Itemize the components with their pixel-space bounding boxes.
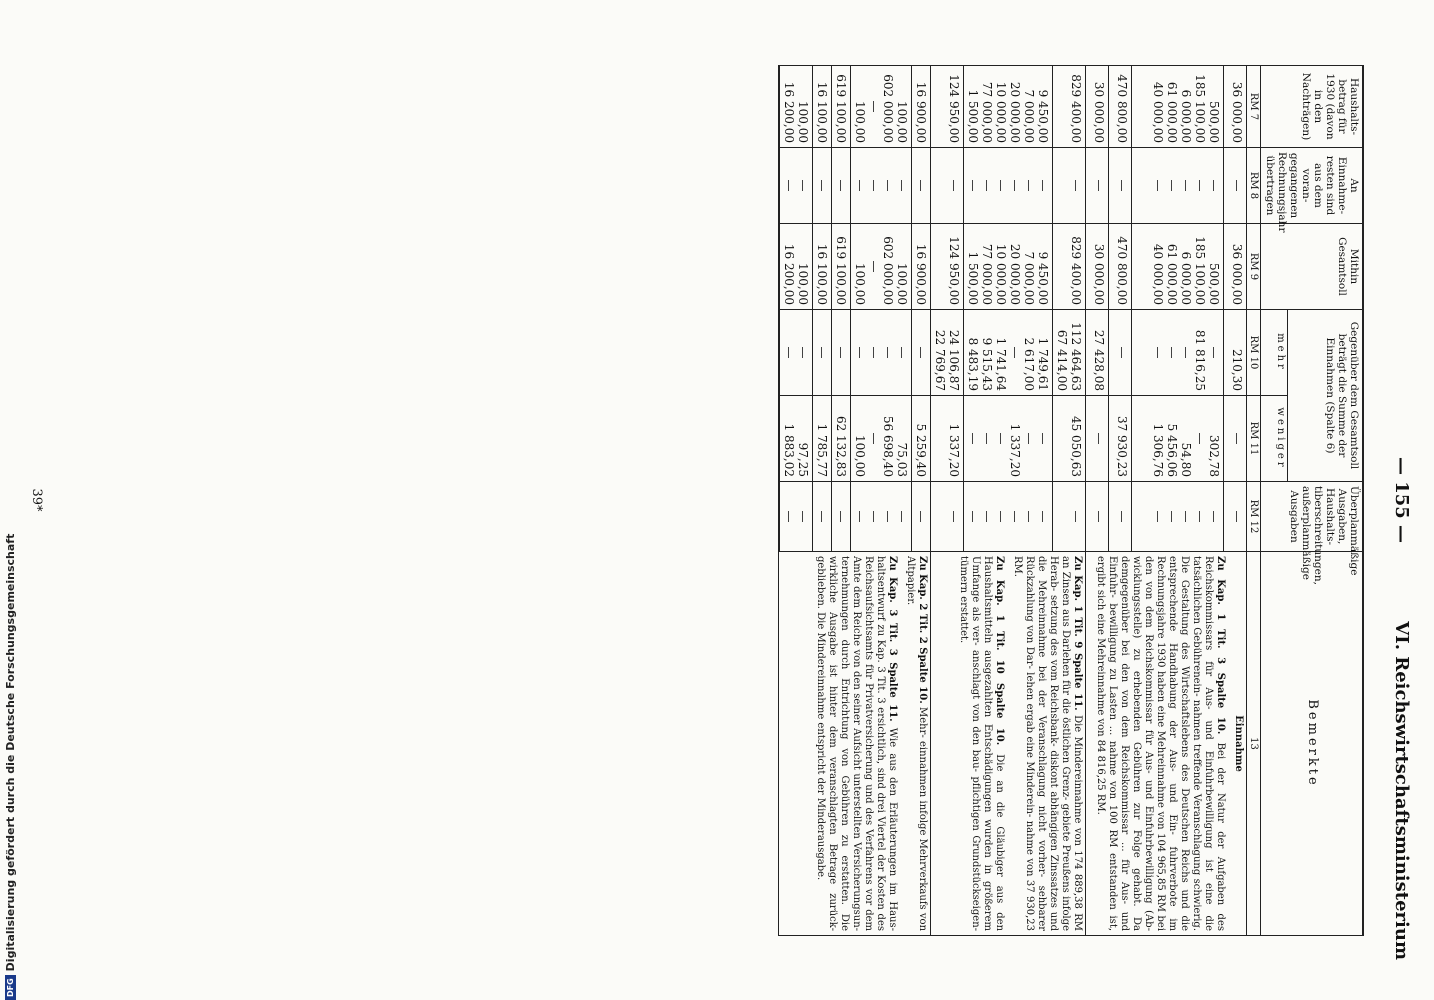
cell-value: 100,00 [853, 435, 867, 478]
cell-value: — [881, 346, 895, 359]
table-row [1053, 66, 1086, 936]
remark-label: Zu Kap. 3 Tit. 3 Spalte 11. [887, 556, 898, 722]
cell-value: — [1150, 179, 1165, 192]
cell-value: 56 698,40 [881, 415, 895, 478]
cell-9 [931, 224, 964, 310]
cell-value: — [1115, 179, 1130, 192]
cell-value: 2 617,00 [1022, 337, 1036, 391]
cell-value: 6 000,00 [1178, 251, 1193, 305]
table-row [912, 66, 931, 936]
cell-12 [851, 482, 912, 552]
remarks-cell [779, 552, 931, 936]
remark-paragraph [1011, 556, 1083, 931]
cell-value: — [1036, 432, 1050, 445]
cell-value: 210,30 [1230, 349, 1244, 391]
cell-value: — [980, 432, 994, 445]
cell-value: 20 000,00 [1008, 243, 1022, 305]
cell-value: — [881, 179, 895, 192]
dfg-logo: DFG [5, 975, 16, 1000]
cell-9 [912, 224, 931, 310]
cell-8 [1086, 148, 1109, 224]
cell-value: 7 000,00 [1022, 251, 1036, 305]
cell-value: — [1069, 510, 1083, 523]
col-header-8: An Einnahme-resten sind aus dem voran-gegangenen Rechnungsjahr übertragen [1261, 148, 1363, 224]
cell-value: — [1115, 346, 1130, 359]
col-header-9: Mithin Gesamtsoll [1261, 224, 1363, 310]
remark-paragraph [1094, 556, 1226, 931]
cell-value: — [815, 510, 829, 523]
cell-value: — [867, 432, 881, 445]
group-header: Gegenüber dem Gesamtsoll beträgt die Summe der Einnahmen (Spalte 6) [1287, 310, 1363, 482]
remark-label: Zu Kap. 2 Tit. 2 Spalte 10. [917, 556, 928, 704]
page-number: — 155 — [1391, 456, 1412, 544]
cell-10 [1132, 310, 1223, 396]
cell-9 [964, 224, 1053, 310]
cell-value: — [1164, 179, 1179, 192]
cell-10 [832, 310, 851, 396]
cell-8 [832, 148, 851, 224]
col-header-10: mehr [1261, 310, 1287, 396]
cell-value: — [1069, 179, 1083, 192]
cell-value: 185 100,00 [1192, 236, 1207, 305]
cell-value: — [1092, 432, 1107, 445]
cell-7 [1109, 66, 1132, 148]
cell-value: — [815, 179, 829, 192]
cell-value: — [980, 179, 994, 192]
cell-8 [813, 148, 832, 224]
cell-7 [779, 66, 813, 148]
cell-value: — [867, 179, 881, 192]
cell-value: — [867, 100, 881, 113]
cell-value: — [994, 432, 1008, 445]
cell-value: — [815, 346, 829, 359]
unit-8: RM 8 [1247, 148, 1262, 224]
cell-value: 602 000,00 [881, 74, 895, 143]
cell-value: 5 456,06 [1164, 423, 1179, 478]
cell-value: — [867, 260, 881, 273]
cell-11 [912, 396, 931, 482]
cell-7 [813, 66, 832, 148]
cell-value: — [782, 346, 796, 359]
cell-value: 124 950,00 [947, 236, 961, 305]
cell-value: 61 000,00 [1164, 243, 1179, 305]
cell-value: 500,00 [1206, 101, 1221, 143]
cell-value: — [895, 179, 909, 192]
remark-paragraph [957, 556, 1005, 931]
cell-value: — [966, 510, 980, 523]
cell-value: — [1230, 179, 1244, 192]
cell-value: 16 900,00 [914, 81, 928, 143]
cell-value: — [782, 179, 796, 192]
cell-8 [931, 148, 964, 224]
cell-value: — [1022, 432, 1036, 445]
cell-12 [1053, 482, 1086, 552]
cell-value: 10 000,00 [994, 81, 1008, 143]
cell-value: 77 000,00 [980, 243, 994, 305]
cell-11 [851, 396, 912, 482]
cell-11 [931, 396, 964, 482]
cell-value: 619 100,00 [834, 236, 848, 305]
cell-value: 10 000,00 [994, 243, 1008, 305]
cell-value: — [834, 179, 848, 192]
cell-value: 185 100,00 [1192, 74, 1207, 143]
cell-value: — [1022, 179, 1036, 192]
cell-value: 602 000,00 [881, 236, 895, 305]
cell-value: — [1036, 179, 1050, 192]
cell-value: 97,25 [796, 442, 810, 478]
cell-12 [779, 482, 813, 552]
cell-value: — [980, 510, 994, 523]
cell-11 [1223, 396, 1246, 482]
cell-value: 54,80 [1178, 442, 1193, 478]
cell-value: — [947, 510, 961, 523]
cell-value: — [895, 346, 909, 359]
cell-value: 5 259,40 [914, 423, 928, 478]
cell-value: — [1192, 432, 1207, 445]
cell-value: 619 100,00 [834, 74, 848, 143]
col-header-7: Haushalts-betrag für 1930 (davon in den Nachträgen) [1261, 66, 1363, 148]
ministry-title: VI. Reichswirtschaftsministerium [1391, 621, 1412, 960]
cell-value: 36 000,00 [1230, 81, 1244, 143]
cell-value: — [1008, 510, 1022, 523]
cell-value: — [1036, 510, 1050, 523]
cell-value: — [1164, 346, 1179, 359]
cell-12 [1132, 482, 1223, 552]
cell-8 [1132, 148, 1223, 224]
cell-value: 124 950,00 [947, 74, 961, 143]
cell-12 [931, 482, 964, 552]
cell-11 [964, 396, 1053, 482]
cell-11 [1053, 396, 1086, 482]
cell-value: 81 816,25 [1192, 329, 1207, 391]
cell-value: 37 930,23 [1115, 415, 1130, 478]
cell-9 [813, 224, 832, 310]
cell-value: 27 428,08 [1092, 329, 1107, 391]
remark-text: Mehr- einnahmen infolge Mehrverkaufs von Altpapier. [905, 556, 928, 932]
cell-7 [1053, 66, 1086, 148]
cell-10 [931, 310, 964, 396]
cell-value: 1 883,02 [782, 423, 796, 478]
remark-text: Wie aus den Erläuterungen im Haus- haltsentwurf zu Kap. 3 Tit. 3 ersichtlich, sind drei Viertel der Kosten des Reichsaufsichtsamts für Privatversicherung und des Verfahrens vor dem Amte dem Reiche von den seiner Aufsicht unterstellten Versicherungsun- ternehmungen durch Entrichtung von Gebühren zu erstatten. Die wirkliche Ausgabe ist hinter dem veranschlagten Betrage zurück- geblieben. Die Mindereinnahme entspricht der Minderausgabe. [815, 556, 898, 932]
cell-value: 1 500,00 [966, 251, 980, 305]
cell-value: 77 000,00 [980, 81, 994, 143]
cell-value: — [782, 510, 796, 523]
cell-12 [1109, 482, 1132, 552]
cell-8 [779, 148, 813, 224]
col-header-13: Bemerkte [1261, 552, 1363, 936]
cell-value: — [1230, 510, 1244, 523]
remark-paragraph [904, 556, 928, 931]
cell-value: — [853, 346, 867, 359]
cell-11 [813, 396, 832, 482]
cell-value: 1 785,77 [815, 423, 829, 478]
cell-value: — [1206, 179, 1221, 192]
cell-value: — [867, 510, 881, 523]
cell-7 [832, 66, 851, 148]
cell-value: 7 000,00 [1022, 89, 1036, 143]
cell-9 [779, 224, 813, 310]
remark-text: Die Mindereinnahme von 174 889,38 RM an Zinsen aus Darlehen für die östlichen Grenz- gebiete Preußens infolge Herab- setzung des vom Reichsbank- diskont abhängigen Zinssatzes und die Mehreinnahme bei der Veranschlagung nicht vorher- sehbarer Rückzahlung von Dar- lehen ergab eine Minderein- nahme von 37 930,23 RM. [1012, 556, 1083, 932]
cell-9 [1109, 224, 1132, 310]
remarks-cell [931, 552, 1086, 936]
cell-value: 100,00 [895, 263, 909, 305]
cell-value: 470 800,00 [1115, 236, 1130, 305]
unit-13: 13 [1247, 552, 1262, 936]
cell-value: — [895, 510, 909, 523]
cell-value: — [1192, 179, 1207, 192]
cell-value: — [994, 510, 1008, 523]
col-header-12: Überplanmäßige Ausgaben, Haushalts-tiberschreitungen, außerplanmäßige Ausgaben [1261, 482, 1363, 552]
cell-value: — [1092, 510, 1107, 523]
cell-value: — [834, 346, 848, 359]
cell-value: 500,00 [1206, 263, 1221, 305]
cell-7 [1086, 66, 1109, 148]
cell-12 [832, 482, 851, 552]
cell-8 [851, 148, 912, 224]
cell-value: — [853, 510, 867, 523]
cell-value: — [834, 510, 848, 523]
cell-value: — [1022, 510, 1036, 523]
cell-value: 1 741,64 [994, 337, 1008, 391]
cell-9 [1223, 224, 1246, 310]
cell-value: 75,03 [895, 442, 909, 478]
cell-value: — [994, 179, 1008, 192]
cell-value: 100,00 [796, 101, 810, 143]
cell-value: 100,00 [895, 101, 909, 143]
cell-value: 302,78 [1206, 435, 1221, 478]
cell-11 [1132, 396, 1223, 482]
cell-value: 1 749,61 [1036, 337, 1050, 391]
cell-value: 16 900,00 [914, 243, 928, 305]
cell-value: 16 100,00 [815, 243, 829, 305]
cell-value: 829 400,00 [1069, 74, 1083, 143]
remark-label: Zu Kap. 1 Tit. 9 Spalte 11. [1072, 556, 1083, 711]
cell-11 [1086, 396, 1109, 482]
cell-value: 20 000,00 [1008, 81, 1022, 143]
cell-value: — [1192, 510, 1207, 523]
table-row [1223, 66, 1246, 936]
cell-10 [779, 310, 813, 396]
cell-value: — [1008, 346, 1022, 359]
cell-9 [832, 224, 851, 310]
cell-12 [813, 482, 832, 552]
remark-text: Die an die Gläubiger aus den Haushaltsmitteln ausgezahlten Entschädigungen wurden in größerem Umfange als ver- anschlagt von den bau- pflichtigen Grundstückseigen- tümern erstattet. [958, 556, 1005, 932]
cell-value: 24 106,87 [947, 329, 961, 391]
cell-value: — [1178, 510, 1193, 523]
cell-value: 16 200,00 [782, 243, 796, 305]
cell-8 [1109, 148, 1132, 224]
cell-10 [912, 310, 931, 396]
cell-8 [964, 148, 1053, 224]
cell-value: — [1150, 510, 1165, 523]
cell-value: — [1092, 179, 1107, 192]
cell-value: 112 464,63 [1069, 322, 1083, 391]
cell-value: — [1206, 510, 1221, 523]
unit-10: RM 10 [1247, 310, 1262, 396]
cell-value: — [1178, 346, 1193, 359]
cell-value: — [881, 510, 895, 523]
page-header [1382, 40, 1412, 960]
remark-label: Zu Kap. 1 Tit. 10 Spalte 10. [994, 556, 1005, 746]
cell-value: 30 000,00 [1092, 81, 1107, 143]
cell-value: 40 000,00 [1150, 81, 1165, 143]
cell-value: — [1150, 346, 1165, 359]
cell-value: 67 414,00 [1055, 329, 1069, 391]
cell-value: — [796, 346, 810, 359]
cell-value: — [1178, 179, 1193, 192]
unit-9: RM 9 [1247, 224, 1262, 310]
cell-value: — [966, 179, 980, 192]
cell-value: 16 200,00 [782, 81, 796, 143]
cell-value: 1 306,76 [1150, 423, 1165, 478]
cell-10 [1086, 310, 1109, 396]
table-body [779, 66, 1247, 936]
cell-8 [1223, 148, 1246, 224]
cell-value: — [796, 510, 810, 523]
cell-value: 1 500,00 [966, 89, 980, 143]
cell-10 [1053, 310, 1086, 396]
cell-value: 9 450,00 [1036, 251, 1050, 305]
cell-11 [832, 396, 851, 482]
cell-8 [1053, 148, 1086, 224]
cell-value: 1 337,20 [947, 423, 961, 478]
cell-value: 100,00 [796, 263, 810, 305]
cell-value: 30 000,00 [1092, 243, 1107, 305]
cell-value: 1 337,20 [1008, 423, 1022, 478]
cell-7 [1132, 66, 1223, 148]
cell-10 [964, 310, 1053, 396]
cell-value: 40 000,00 [1150, 243, 1165, 305]
cell-12 [1086, 482, 1109, 552]
cell-12 [964, 482, 1053, 552]
cell-value: 61 000,00 [1164, 81, 1179, 143]
cell-value: 8 483,19 [966, 337, 980, 391]
col-header-11: weniger [1261, 396, 1287, 482]
cell-value: — [1230, 432, 1244, 445]
cell-9 [851, 224, 912, 310]
cell-7 [851, 66, 912, 148]
unit-11: RM 11 [1247, 396, 1262, 482]
cell-value: — [796, 179, 810, 192]
unit-7: RM 7 [1247, 66, 1262, 148]
cell-value: 62 132,83 [834, 415, 848, 478]
remark-text: Bei der Natur der Aufgaben des Reichskommissars für Aus- und Einfuhrbewilligung ist eine die tatsächlichen Gebührenein- nahmen treffende Veranschlagung schwierig. Die Gestaltung des Wirtschaftslebens des Deutschen Reichs und die entsprechende Handhabung der Aus- und Ein- fuhrverbote im Rechnungsjahre 1930 haben eine Mehreinnahme von 104 965,85 RM bei den von dem Reichskommissar für Aus- und Einfuhrbewilligung (Ab- wicklungsstelle) zu erhebenden Gebühren zur Folge gehabt. Da demgegenüber bei den von dem Reichskommissar ... für Aus- und Einfuhr- bewilligung zu Lasten ... nahme von 100 RM entstanden ist, ergibt sich eine Mehreinnahme von 84 816,25 RM. [1095, 556, 1226, 932]
digitization-text: Digitalisierung gefördert durch die Deutsche Forschungsgemeinschaft [3, 533, 17, 972]
cell-7 [964, 66, 1053, 148]
cell-value: — [1206, 346, 1221, 359]
cell-9 [1086, 224, 1109, 310]
remark-label: Zu Kap. 1 Tit. 3 Spalte 10. [1215, 556, 1226, 735]
cell-11 [779, 396, 813, 482]
cell-value: — [966, 432, 980, 445]
digitization-note [0, 0, 20, 1000]
cell-value: — [914, 346, 928, 359]
cell-value: 829 400,00 [1069, 236, 1083, 305]
cell-value: 470 800,00 [1115, 74, 1130, 143]
budget-table [778, 65, 1364, 936]
cell-10 [813, 310, 832, 396]
cell-7 [1223, 66, 1246, 148]
cell-12 [1223, 482, 1246, 552]
remark-paragraph: Einnahme [1233, 715, 1244, 772]
remark-paragraph [814, 556, 898, 931]
cell-value: — [867, 346, 881, 359]
cell-8 [912, 148, 931, 224]
cell-value: — [947, 179, 961, 192]
cell-value: 100,00 [853, 101, 867, 143]
cell-7 [931, 66, 964, 148]
cell-9 [1053, 224, 1086, 310]
cell-10 [1223, 310, 1246, 396]
cell-10 [1109, 310, 1132, 396]
cell-12 [912, 482, 931, 552]
cell-11 [1109, 396, 1132, 482]
cell-value: — [1008, 179, 1022, 192]
page-marker: 39* [29, 488, 44, 512]
cell-value: 16 100,00 [815, 81, 829, 143]
cell-value: 100,00 [853, 263, 867, 305]
cell-value: 9 515,43 [980, 337, 994, 391]
cell-value: — [1115, 510, 1130, 523]
unit-12: RM 12 [1247, 482, 1262, 552]
cell-value: 6 000,00 [1178, 89, 1193, 143]
remarks-cell [1086, 552, 1247, 936]
cell-value: — [1164, 510, 1179, 523]
cell-value: — [853, 179, 867, 192]
cell-value: 22 769,67 [933, 329, 947, 391]
cell-7 [912, 66, 931, 148]
cell-value: 36 000,00 [1230, 243, 1244, 305]
cell-value: — [914, 179, 928, 192]
cell-9 [1132, 224, 1223, 310]
cell-value: — [914, 510, 928, 523]
cell-10 [851, 310, 912, 396]
cell-value: 9 450,00 [1036, 89, 1050, 143]
cell-value: 45 050,63 [1069, 415, 1083, 478]
